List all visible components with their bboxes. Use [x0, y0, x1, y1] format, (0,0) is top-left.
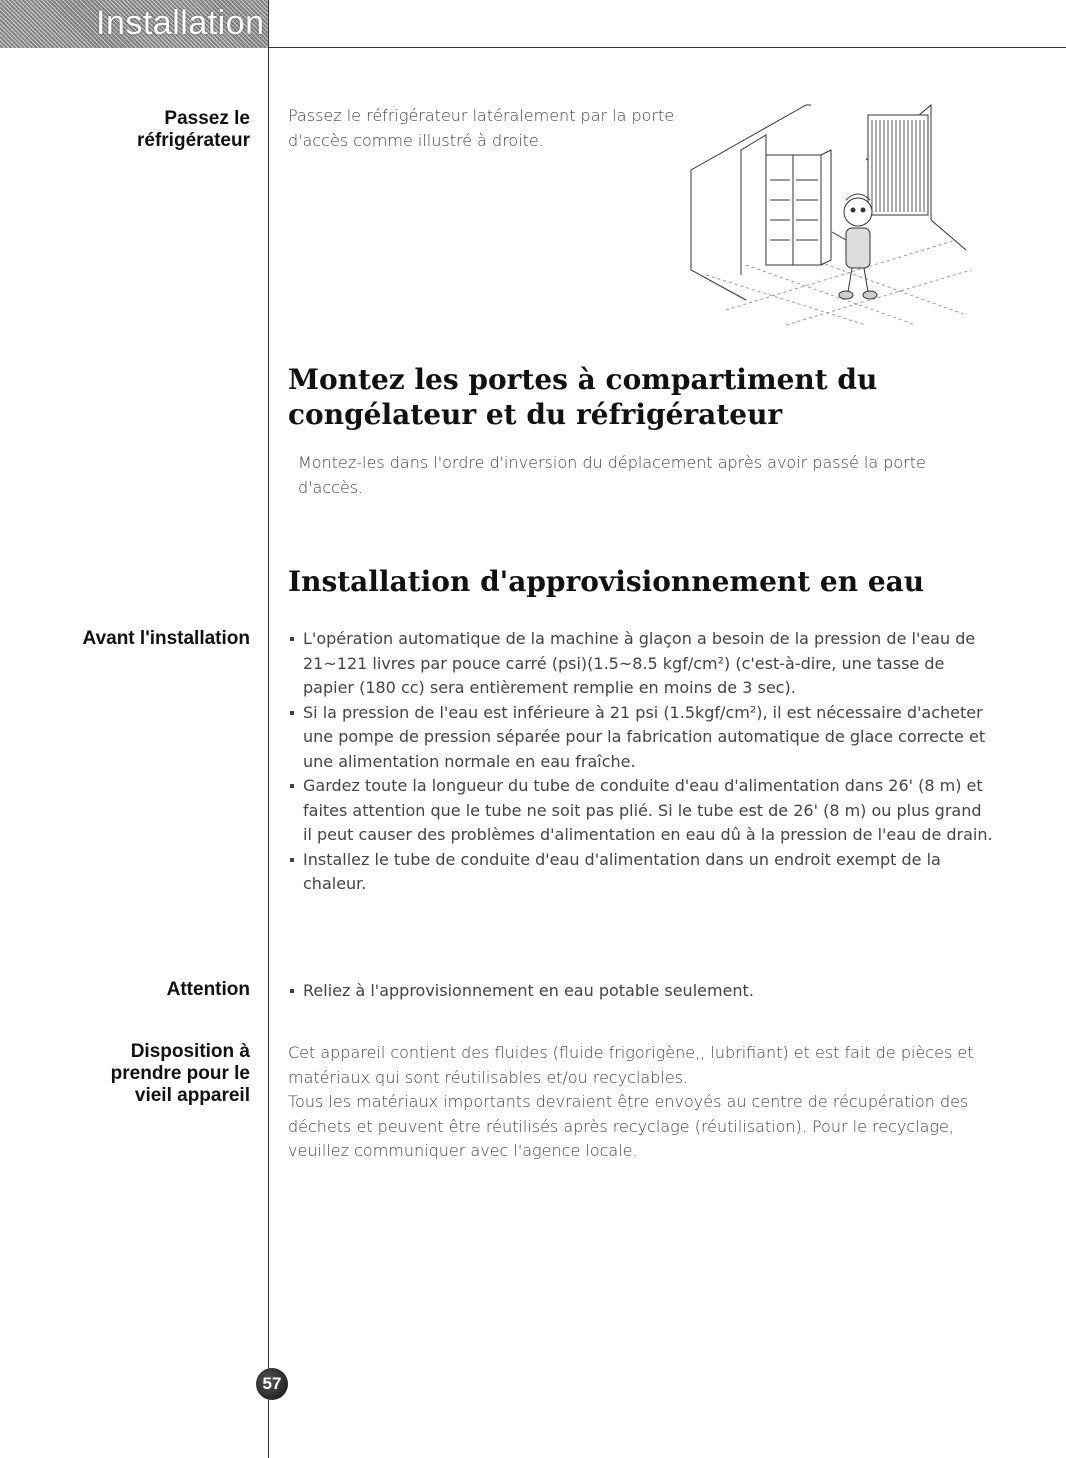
attention-label: Attention: [166, 979, 250, 1000]
list-item: Reliez à l'approvisionnement en eau potable seulement.: [288, 979, 993, 1004]
montez-title: Montez les portes à compartiment du congélateur et du réfrigérateur: [288, 363, 878, 431]
installation-title: Installation d'approvisionnement en eau: [288, 565, 925, 598]
margin-rule: [268, 0, 269, 1458]
header-title: Installation: [96, 4, 265, 42]
disposition-label: Disposition à prendre pour le vieil appareil: [110, 1041, 250, 1106]
header-rule: [268, 47, 1066, 48]
passez-label: Passez le réfrigérateur: [137, 108, 250, 151]
avant-bullet-list: [288, 627, 993, 897]
attention-bullet-list: [288, 979, 993, 1004]
avant-label: Avant l'installation: [82, 628, 250, 649]
passez-text: Passez le réfrigérateur latéralement par la porte d'accès comme illustré à droite.: [288, 106, 675, 150]
refrigerator-illustration: [686, 100, 976, 330]
list-item: Gardez toute la longueur du tube de conduite d'eau d'alimentation dans 26' (8 m) et faites attention que le tube ne soit pas plié. Si le tube est de 26' (8 m) ou plus grand il peut causer des problèmes d'alimentation en eau dû à la pression de l'eau de drain.: [288, 774, 993, 848]
list-item: Si la pression de l'eau est inférieure à 21 psi (1.5kgf/cm²), il est nécessaire d'acheter une pompe de pression séparée pour la fabrication automatique de glace correcte et une alimentation normale en eau fraîche.: [288, 701, 993, 775]
page-number: 57: [256, 1368, 288, 1400]
header-tab: [0, 0, 268, 48]
list-item: L'opération automatique de la machine à glaçon a besoin de la pression de l'eau de 21~121 livres par pouce carré (psi)(1.5~8.5 kgf/cm²) (c'est-à-dire, une tasse de papier (180 cc) sera entièrement remplie en moins de 3 sec).: [288, 627, 993, 701]
disposition-text: Cet appareil contient des fluides (fluide frigorigène,, lubrifiant) et est fait de pièces et matériaux qui sont réutilisables et/ou recyclables. Tous les matériaux importants devraient être envoyés au centre de récupération des déchets et peuvent être réutilisés après recyclage (réutilisation). Pour le recyclage, veuillez communiquer avec l'agence locale.: [288, 1043, 974, 1160]
montez-text: Montez-les dans l'ordre d'inversion du déplacement après avoir passé la porte d'accès.: [298, 453, 926, 497]
list-item: Installez le tube de conduite d'eau d'alimentation dans un endroit exempt de la chaleur.: [288, 848, 993, 897]
